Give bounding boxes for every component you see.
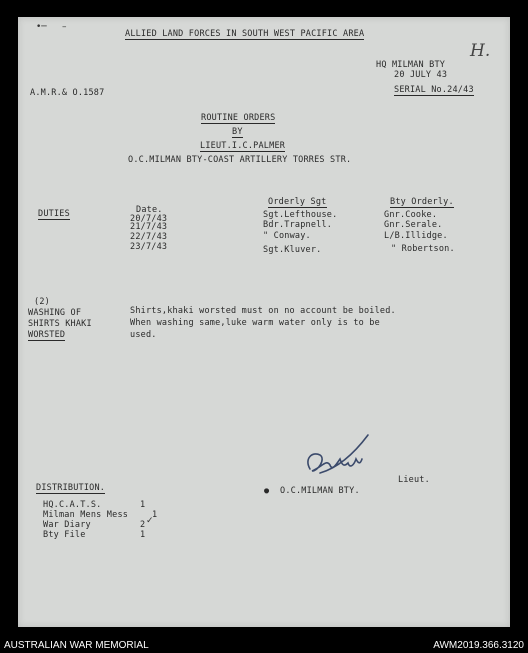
distribution-name: War Diary: [43, 520, 91, 530]
item-body-line: Shirts,khaki worsted must on no account be boiled.: [130, 306, 396, 316]
signature-title-bullet: ●: [264, 486, 270, 496]
duty-sgt: " Conway.: [263, 231, 311, 241]
distribution-label: DISTRIBUTION.: [36, 483, 106, 493]
order-date: 20 JULY 43: [394, 70, 448, 80]
unit-name: HQ MILMAN BTY: [376, 60, 446, 70]
item-heading-line: WASHING OF: [28, 308, 82, 318]
tick-mark-icon: •─: [36, 22, 47, 32]
signature-title: O.C.MILMAN BTY.: [280, 486, 360, 496]
duty-sgt: Bdr.Trapnell.: [263, 220, 333, 230]
distribution-name: HQ.C.A.T.S.: [43, 500, 102, 510]
duty-date: 23/7/43: [130, 242, 168, 252]
handwritten-signature: [300, 429, 372, 481]
item-body-line: used.: [130, 330, 157, 340]
duties-label: DUTIES: [38, 209, 70, 219]
orders-command: O.C.MILMAN BTY-COAST ARTILLERY TORRES STR.: [128, 155, 352, 165]
serial-number: SERIAL No.24/43: [394, 85, 474, 95]
footer-institution: AUSTRALIAN WAR MEMORIAL: [4, 640, 149, 651]
item-number: (2): [34, 297, 50, 307]
orderly-sgt-header: Orderly Sgt: [268, 197, 327, 207]
distribution-count: 1: [140, 500, 146, 510]
distribution-count: 2: [140, 520, 146, 530]
document-title: ALLIED LAND FORCES IN SOUTH WEST PACIFIC AREA: [125, 29, 365, 39]
handwritten-mark: H.: [470, 41, 491, 61]
item-body-line: When washing same,luke warm water only is to be: [130, 318, 380, 328]
duty-sgt: Sgt.Kluver.: [263, 245, 322, 255]
duty-orderly: " Robertson.: [391, 244, 455, 254]
orders-title: ROUTINE ORDERS: [201, 113, 276, 123]
duty-date: 20/7/43: [130, 214, 168, 224]
bty-orderly-header: Bty Orderly.: [390, 197, 454, 207]
duty-date: 21/7/43: [130, 222, 168, 232]
duty-orderly: Gnr.Cooke.: [384, 210, 438, 220]
distribution-count: 1: [140, 530, 146, 540]
reference-number: A.M.R.& O.1587: [30, 88, 105, 98]
duty-orderly: Gnr.Serale.: [384, 220, 443, 230]
item-heading-line: WORSTED: [28, 330, 66, 340]
duty-sgt: Sgt.Lefthouse.: [263, 210, 338, 220]
duty-date: 22/7/43: [130, 232, 168, 242]
item-heading-line: SHIRTS KHAKI: [28, 319, 92, 329]
date-header: Date.: [136, 205, 163, 215]
footer-accession-number: AWM2019.366.3120: [433, 640, 524, 651]
distribution-name: Bty File: [43, 530, 86, 540]
orders-officer: LIEUT.I.C.PALMER: [200, 141, 286, 151]
duty-orderly: L/B.Illidge.: [384, 231, 448, 241]
dash-mark-icon: –: [62, 22, 67, 32]
document-sheet: [18, 17, 510, 627]
distribution-name: Milman Mens Mess: [43, 510, 129, 520]
signature-rank: Lieut.: [398, 475, 430, 485]
check-mark-icon: ✓: [146, 516, 154, 526]
distribution-count: 1: [152, 510, 158, 520]
orders-by: BY: [232, 127, 243, 137]
